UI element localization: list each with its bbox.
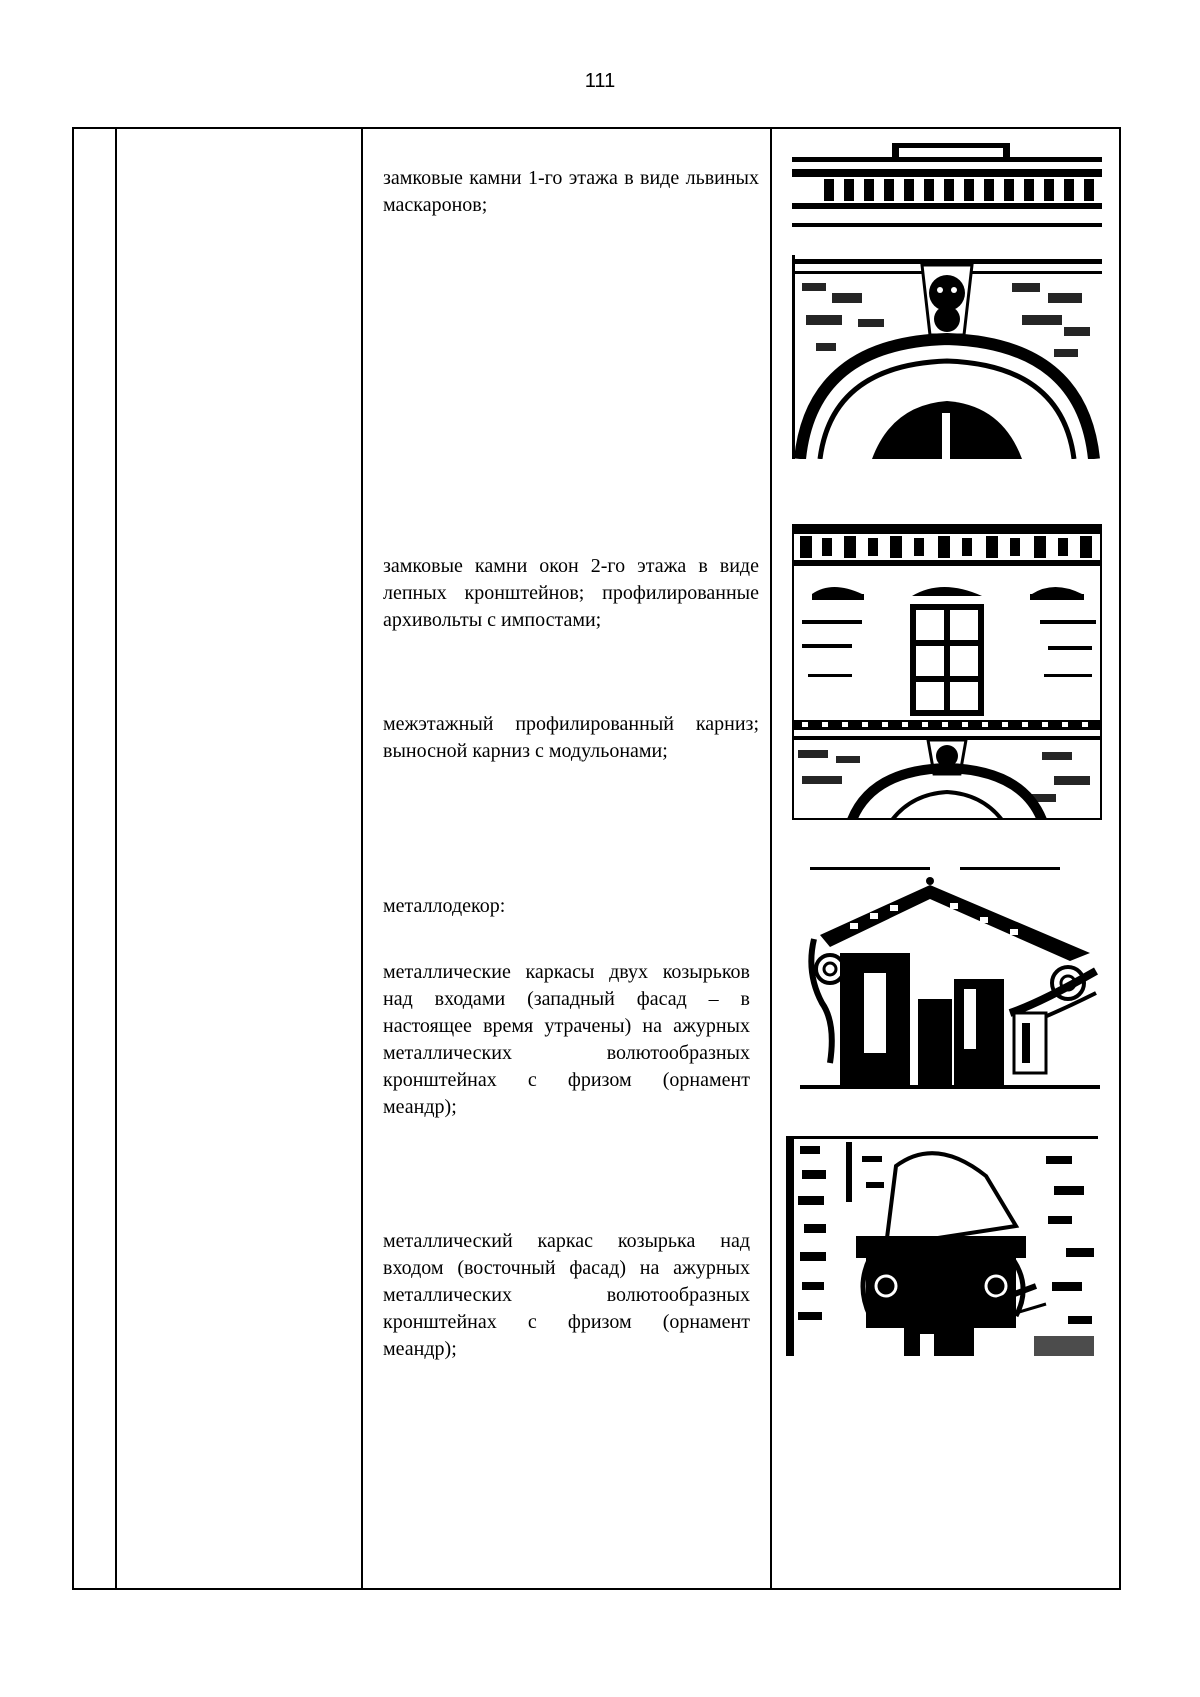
item-description: замковые камни 1-го этажа в виде львиных маскаронов; <box>383 167 759 216</box>
column-divider <box>770 129 772 1588</box>
item-description: металлодекор: <box>383 895 506 917</box>
column-divider <box>361 129 363 1588</box>
description-table <box>72 127 1121 1590</box>
item-description: межэтажный профилированный карниз; выносной карниз с модульонами; <box>383 713 759 762</box>
lion-mascaron-keystone-photo <box>792 143 1102 459</box>
item-description: замковые камни окон 2-го этажа в виде лепных кронштейнов; профилированные архивольты с импостами; <box>383 555 759 631</box>
west-canopy-photo <box>800 863 1100 1089</box>
column-divider <box>115 129 117 1588</box>
east-canopy-photo <box>786 1136 1098 1356</box>
page-number: 111 <box>584 70 616 92</box>
item-description: металлические каркасы двух козырьков над входами (западный фасад – в настоящее время утрачены) на ажурных металлических волютообразных кронштейнах с фризом (орнамент меандр); <box>383 961 750 1118</box>
facade-windows-photo <box>792 524 1102 820</box>
item-description: металлический каркас козырька над входом (восточный фасад) на ажурных металлических волютообразных кронштейнах с фризом (орнамент меандр); <box>383 1230 750 1360</box>
